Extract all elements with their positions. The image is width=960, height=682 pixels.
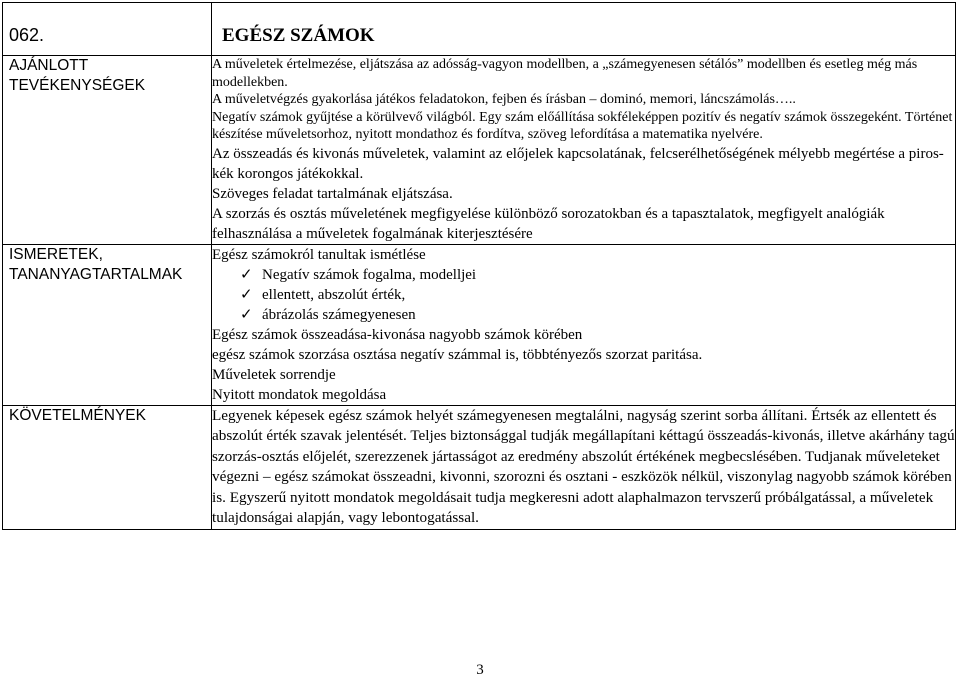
knowledge-line: Egész számok összeadása-kivonása nagyobb számok körében (212, 326, 583, 343)
code-cell (3, 3, 212, 56)
check-list-item: ✓ ellentett, abszolút érték, (240, 286, 406, 303)
requirements-label-cell (3, 405, 212, 529)
requirements-content (212, 405, 956, 529)
activities-label: AJÁNLOTT TEVÉKENYSÉGEK (9, 57, 146, 94)
knowledge-line: egész számok szorzása osztása negatív számmal is, többtényezős szorzat paritása. (212, 346, 703, 363)
knowledge-line: Műveletek sorrendje (212, 366, 336, 383)
activity-paragraph: Az összeadás és kivonás műveletek, valamint az előjelek kapcsolatának, felcserélhetőségének mélyebb megértése a piros-kék korongos játékokkal. (212, 145, 944, 182)
activity-paragraph: Negatív számok gyűjtése a körülvevő világból. Egy szám előállítása sokféleképpen pozitív és negatív számok összegeként. Történet készítése műveletsorhoz, nyitott mondathoz és fordítva, szöveg lefordítása a matematika nyelvére. (212, 109, 953, 142)
knowledge-label-cell (3, 244, 212, 405)
check-mark-icon: ✓ (240, 306, 253, 323)
activity-paragraph: A műveletvégzés gyakorlása játékos feladatokon, fejben és írásban – dominó, memori, láncszámolás….. (212, 92, 796, 107)
activities-label-cell (3, 56, 212, 245)
curriculum-table (2, 2, 956, 530)
knowledge-content (212, 244, 956, 405)
knowledge-line: Nyitott mondatok megoldása (212, 386, 387, 403)
requirements-row (3, 405, 956, 529)
activities-row (3, 56, 956, 245)
check-mark-icon: ✓ (240, 266, 253, 283)
activity-paragraph: A műveletek értelmezése, eljátszása az adósság-vagyon modellben, a „számegyenesen sétálós” modellben és esetleg még más modellekben. (212, 57, 918, 90)
activity-paragraph: A szorzás és osztás műveletének megfigyelése különböző sorozatokban és a tapasztalatok, megfigyelt analógiák felhasználása a műveletek fogalmának kiterjesztésére (212, 205, 885, 242)
requirements-text: Legyenek képesek egész számok helyét számegyenesen megtalálni, nagyság szerint sorba állítani. Értsék az ellentett és abszolút érték szavak jelentését. Teljes biztonsággal tudják megállapítani kéttagú összeadás-kivonás, illetve akárhány tagú szorzás-osztás előjelét, szerezzenek jártasságot az eredmény abszolút értékének megbecslésében. Tudjanak műveleteket végezni – egész számokat összeadni, kivonni, szorozni és osztani - eszközök nélkül, viszonylag nagyobb számok körében is. Egyszerű nyitott mondatok megoldásait tudja megkeresni adott alaphalmazon tervszerű próbálgatással, a műveletek tulajdonságai alapján, vagy lebontogatással. (212, 406, 955, 526)
knowledge-intro: Egész számokról tanultak ismétlése (212, 246, 426, 263)
header-row (3, 3, 956, 56)
knowledge-row (3, 244, 956, 405)
page-number: 3 (476, 662, 484, 678)
check-mark-icon: ✓ (240, 286, 253, 303)
topic-code: 062. (9, 25, 45, 45)
requirements-label: KÖVETELMÉNYEK (9, 406, 146, 424)
check-list-item: ✓ ábrázolás számegyenesen (240, 306, 416, 323)
activities-content (212, 56, 956, 245)
knowledge-label: ISMERETEK, TANANYAGTARTALMAK (9, 245, 183, 283)
check-list-item: ✓ Negatív számok fogalma, modelljei (240, 266, 477, 283)
activity-paragraph: Szöveges feladat tartalmának eljátszása. (212, 185, 453, 202)
title-cell (212, 3, 956, 56)
topic-title: EGÉSZ SZÁMOK (222, 25, 375, 46)
knowledge-check-list (212, 265, 955, 325)
